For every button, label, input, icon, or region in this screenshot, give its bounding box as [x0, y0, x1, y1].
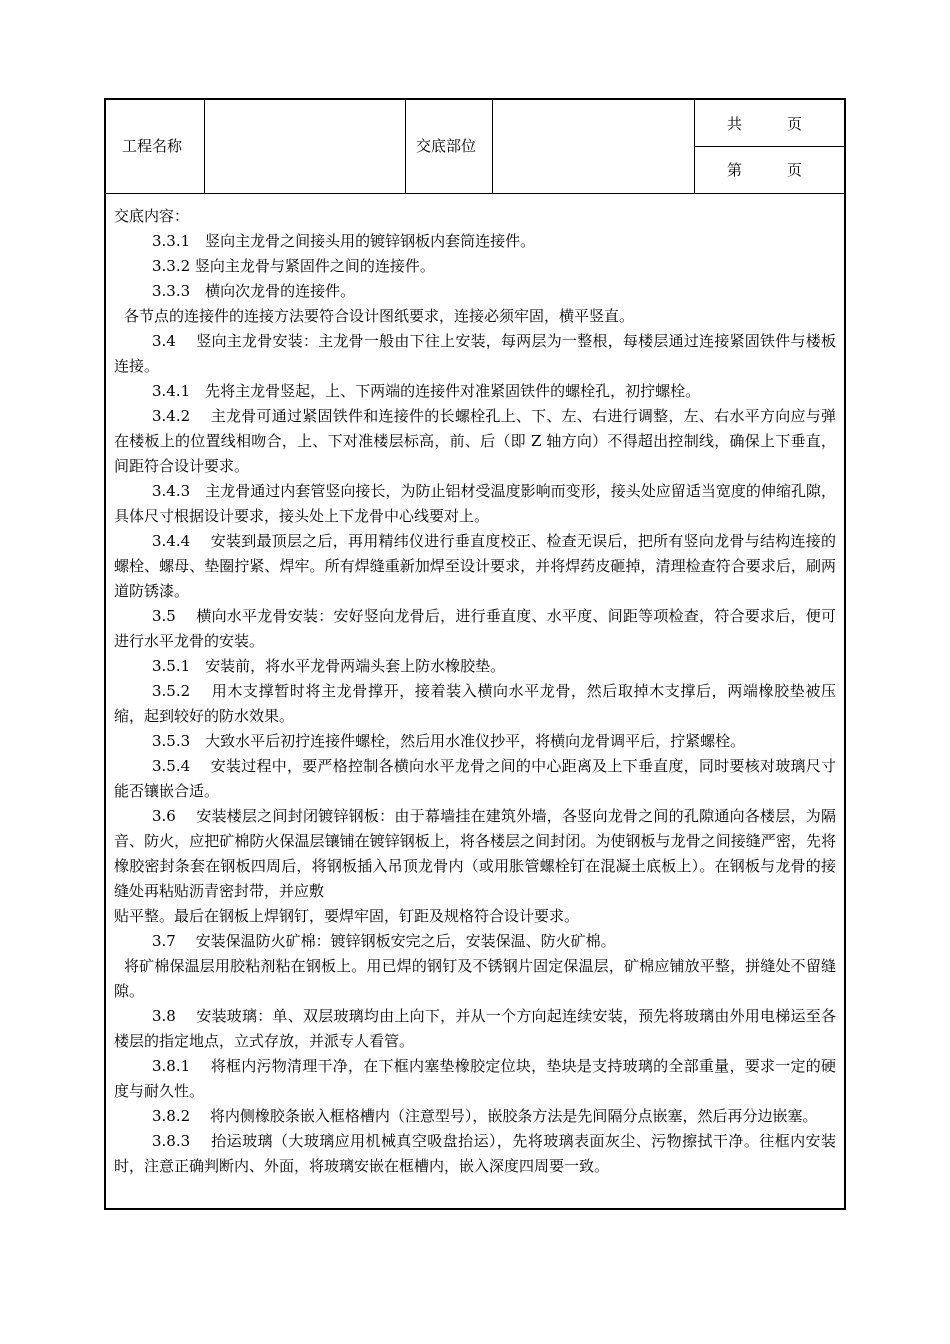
- paragraph: 3.5.3 大致水平后初拧连接件螺栓，然后用水准仪抄平，将横向龙骨调平后，拧紧螺栓。: [152, 732, 746, 750]
- paragraph: 3.5.4 安装过程中，要严格控制各横向水平龙骨之间的中心距离及上下垂直度，同时要核对玻璃尺寸能否镶嵌合适。: [114, 757, 836, 800]
- paragraph: 3.3.3 横向次龙骨的连接件。: [152, 282, 356, 300]
- paragraph: 3.6 安装楼层之间封闭镀锌钢板：由于幕墙挂在建筑外墙，各竖向龙骨之间的孔隙通向各楼层，为隔音、防火，应把矿棉防火保温层镶铺在镀锌钢板上，将各楼层之间封闭。为使钢板与龙骨之间接缝严密，先将橡胶密封条套在钢板四周后，将钢板插入吊顶龙骨内（或用胀管螺栓钉在混凝土底板上）。在钢板与龙骨的接缝处再粘贴沥青密封带，并应敷: [114, 807, 836, 900]
- paragraph: 3.4.1 先将主龙骨竖起，上、下两端的连接件对准紧固铁件的螺栓孔，初拧螺栓。: [152, 382, 701, 400]
- paragraph: 3.3.2 竖向主龙骨与紧固件之间的连接件。: [152, 257, 435, 275]
- project-name-label: 工程名称: [122, 137, 183, 155]
- paragraph: 3.4.4 安装到最顶层之后，再用精纬仪进行垂直度校正、检查无误后，把所有竖向龙骨与结构连接的螺栓、螺母、垫圈拧紧、焊牢。所有焊缝重新加焊至设计要求，并将焊药皮砸掉，清理检查符合要求后，刷两道防锈漆。: [114, 532, 836, 600]
- paragraph: 3.5.1 安装前，将水平龙骨两端头套上防水橡胶垫。: [152, 657, 506, 675]
- paragraph: 3.8.1 将框内污物清理干净，在下框内塞垫橡胶定位块，垫块是支持玻璃的全部重量，要求一定的硬度与耐久性。: [114, 1057, 836, 1100]
- paragraph: 3.3.1 竖向主龙骨之间接头用的镀锌钢板内套筒连接件。: [152, 232, 536, 250]
- paragraph: 3.4.3 主龙骨通过内套管竖向接长，为防止铝材受温度影响而变形，接头处应留适当宽度的伸缩孔隙，具体尺寸根据设计要求，接头处上下龙骨中心线要对上。: [114, 482, 836, 525]
- paragraph: 3.4 竖向主龙骨安装：主龙骨一般由下往上安装，每两层为一整根，每楼层通过连接紧固铁件与楼板连接。: [114, 332, 836, 375]
- paragraph: 将矿棉保温层用胶粘剂粘在钢板上。用已焊的钢钉及不锈钢片固定保温层，矿棉应铺放平整，拼缝处不留缝隙。: [114, 957, 836, 1000]
- paragraph: 3.8.3 抬运玻璃（大玻璃应用机械真空吸盘抬运），先将玻璃表面灰尘、污物擦拭干净。往框内安装时，注意正确判断内、外面，将玻璃安嵌在框槽内，嵌入深度四周要一致。: [114, 1132, 836, 1175]
- paragraph: 贴平整。最后在钢板上焊钢钉，要焊牢固，钉距及规格符合设计要求。: [114, 907, 580, 925]
- total-pages-label: 共 页: [727, 115, 803, 133]
- divider: [492, 100, 493, 193]
- disclosure-form: [104, 98, 846, 1210]
- paragraph: 3.5 横向水平龙骨安装：安好竖向龙骨后，进行垂直度、水平度、间距等项检查，符合要求后，便可进行水平龙骨的安装。: [114, 607, 836, 650]
- paragraph: 3.4.2 主龙骨可通过紧固铁件和连接件的长螺栓孔上、下、左、右进行调整，左、右水平方向应与弹在楼板上的位置线相吻合，上、下对准楼层标高，前、后（即 Z 轴方向）不得超出控制线，确保上下垂直，间距符合设计要求。: [114, 407, 836, 475]
- paragraph: 各节点的连接件的连接方法要符合设计图纸要求，连接必须牢固，横平竖直。: [124, 307, 635, 325]
- content-intro: 交底内容：: [114, 207, 190, 225]
- location-label: 交底部位: [416, 137, 477, 155]
- disclosure-content: [114, 204, 836, 1179]
- paragraph: 3.7 安装保温防火矿棉：镀锌钢板安完之后，安装保温、防火矿棉。: [152, 932, 616, 950]
- paragraph: 3.8.2 将内侧橡胶条嵌入框格槽内（注意型号），嵌胶条方法是先间隔分点嵌塞，然后再分边嵌塞。: [152, 1107, 818, 1125]
- divider: [694, 146, 844, 147]
- divider: [405, 100, 406, 193]
- divider: [204, 100, 205, 193]
- paragraph: 3.5.2 用木支撑暂时将主龙骨撑开，接着装入横向水平龙骨，然后取掉木支撑后，两端橡胶垫被压缩，起到较好的防水效果。: [114, 682, 836, 725]
- paragraph: 3.8 安装玻璃：单、双层玻璃均由上向下，并从一个方向起连续安装，预先将玻璃由外用电梯运至各楼层的指定地点，立式存放，并派专人看管。: [114, 1007, 836, 1050]
- form-header: [106, 100, 844, 194]
- page-number-label: 第 页: [727, 161, 803, 179]
